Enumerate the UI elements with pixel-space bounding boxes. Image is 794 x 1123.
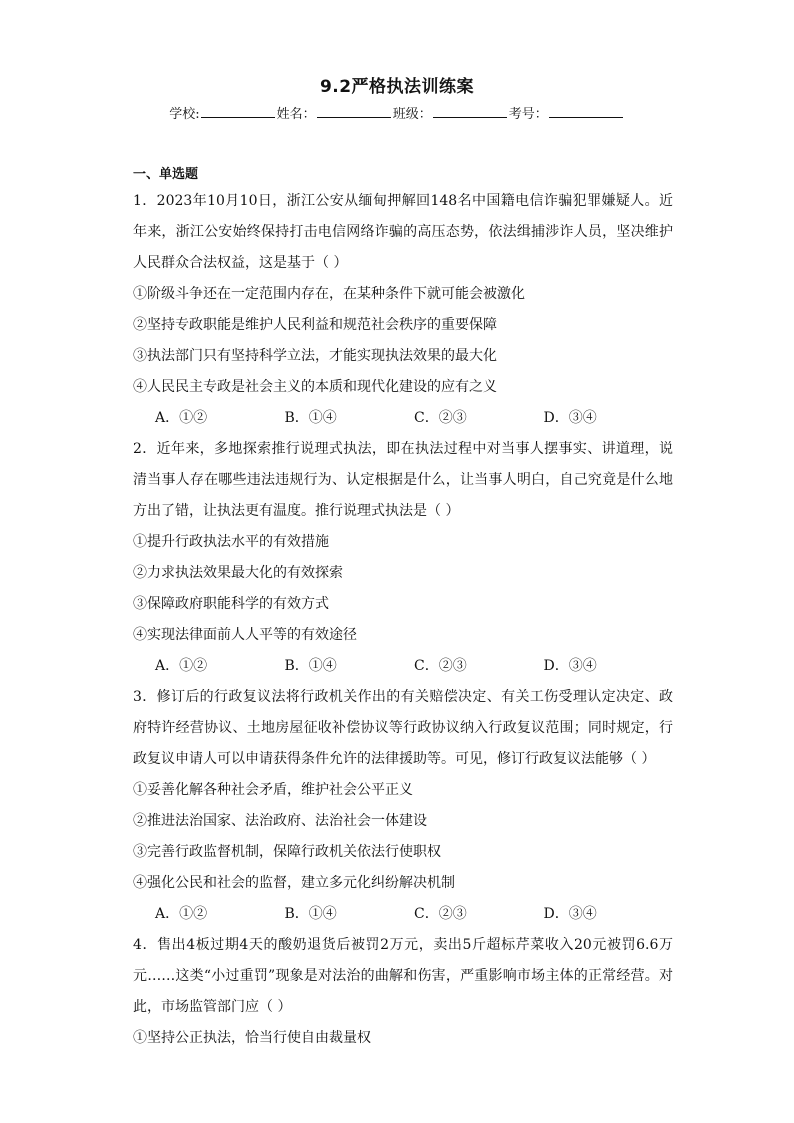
exam-number-label: 考号： [508,107,548,122]
question [133,434,673,682]
option-statement: ④人民民主专政是社会主义的本质和现代化建设的应有之义 [133,379,497,395]
question [133,186,673,434]
student-info-line [0,103,794,122]
option-statement: ②力求执法效果最大化的有效探索 [133,565,343,581]
option-statement: ③保障政府职能科学的有效方式 [133,596,329,612]
question-stem: 2．近年来，多地探索推行说理式执法，即在执法过程中对当事人摆事实、讲道理，说清当事人存在哪些违法违规行为、认定根据是什么，让当事人明白，自己究竟是什么地方出了错，让执法更有温度。推行说理式执法是（ ） [133,441,673,519]
answer-choices [133,899,673,930]
name-blank [317,105,391,118]
choice-a: A．①② [155,906,208,922]
option-statement: ①妥善化解各种社会矛盾，维护社会公平正义 [133,782,413,798]
option-statement: ④强化公民和社会的监督，建立多元化纠纷解决机制 [133,875,455,891]
option-statement: ①坚持公正执法，恰当行使自由裁量权 [133,1030,371,1046]
option-statement: ③完善行政监督机制，保障行政机关依法行使职权 [133,844,441,860]
option-statement: ①阶级斗争还在一定范围内存在，在某种条件下就可能会被激化 [133,286,525,302]
option-statement: ①提升行政执法水平的有效措施 [133,534,329,550]
section-heading: 一、单选题 [133,167,199,182]
question-stem: 3．修订后的行政复议法将行政机关作出的有关赔偿决定、有关工伤受理认定决定、政府特许经营协议、土地房屋征收补偿协议等行政协议纳入行政复议范围；同时规定，行政复议申请人可以申请获得条件允许的法律援助等。可见，修订行政复议法能够（ ） [133,689,673,767]
choice-c: C．②③ [414,906,467,922]
option-statement: ②坚持专政职能是维护人民利益和规范社会秩序的重要保障 [133,317,497,333]
choice-a: A．①② [155,658,208,674]
name-label: 姓名： [276,107,316,122]
question [133,930,673,1054]
exam-number-blank [549,105,623,118]
choice-d: D．③④ [543,410,597,426]
class-blank [433,105,507,118]
choice-d: D．③④ [543,658,597,674]
class-label: 班级： [392,107,432,122]
choice-a: A．①② [155,410,208,426]
choice-b: B．①④ [284,906,337,922]
choice-c: C．②③ [414,658,467,674]
question [133,682,673,930]
choice-c: C．②③ [414,410,467,426]
question-list [133,164,673,1054]
document-title: 9.2严格执法训练案 [319,77,475,97]
school-blank [201,105,275,118]
question-stem: 4．售出4板过期4天的酸奶退货后被罚2万元，卖出5斤超标芹菜收入20元被罚6.6万元……这类“小过重罚”现象是对法治的曲解和伤害，严重影响市场主体的正常经营。对此，市场监管部门应（ ） [133,937,673,1015]
option-statement: ④实现法律面前人人平等的有效途径 [133,627,357,643]
option-statement: ③执法部门只有坚持科学立法，才能实现执法效果的最大化 [133,348,497,364]
school-label: 学校: [169,107,200,122]
choice-b: B．①④ [284,410,337,426]
option-statement: ②推进法治国家、法治政府、法治社会一体建设 [133,813,427,829]
answer-choices [133,403,673,434]
answer-choices [133,651,673,682]
question-stem: 1．2023年10月10日，浙江公安从缅甸押解回148名中国籍电信诈骗犯罪嫌疑人。近年来，浙江公安始终保持打击电信网络诈骗的高压态势，依法缉捕涉诈人员，坚决维护人民群众合法权益，这是基于（ ） [133,193,673,271]
choice-d: D．③④ [543,906,597,922]
choice-b: B．①④ [284,658,337,674]
